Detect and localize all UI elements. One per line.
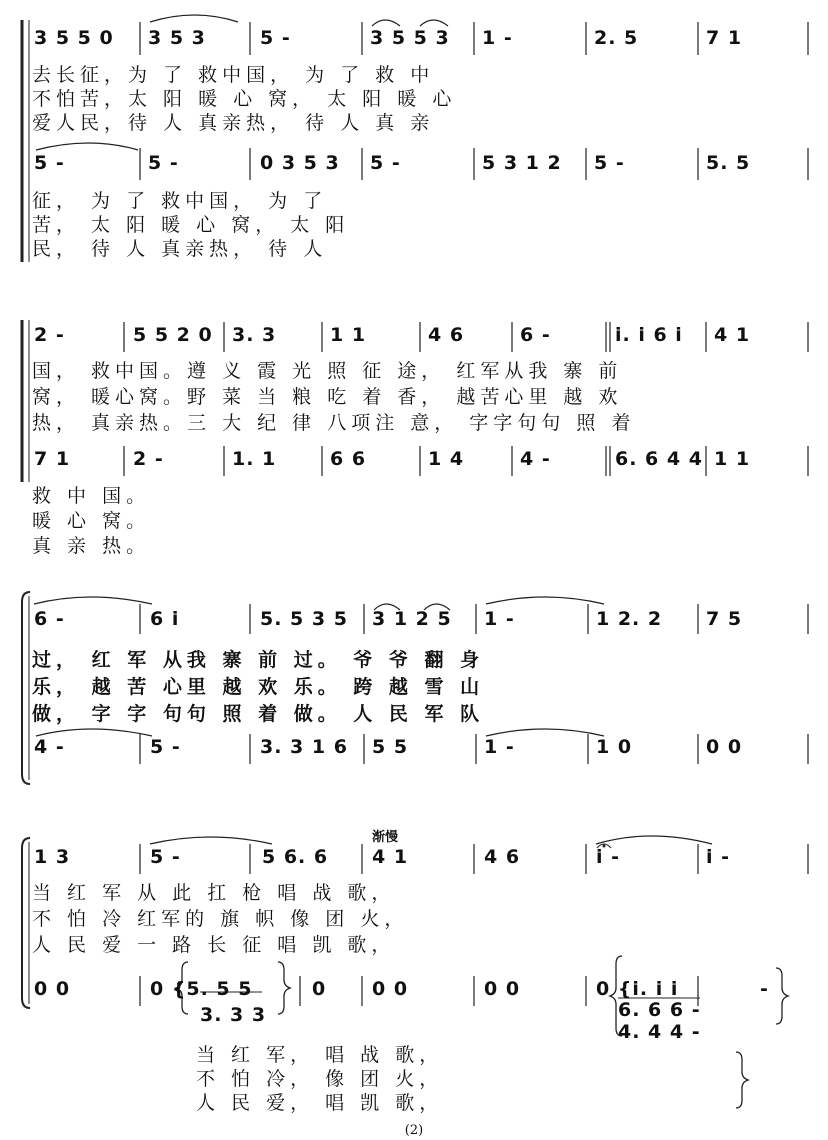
note-group: 3. 3 3 [200,1004,267,1026]
note-group: 5 - [150,846,181,868]
note-group: 1 2. 2 [596,608,663,630]
lyric-verse-1: 国， 救中国。遵 义 霞 光 照 征 途， 红军从我 寨 前 [32,360,623,382]
score-system-4 [0,820,828,1120]
score-system-2 [0,310,828,560]
lyric-verse-3: 人 民 爱 一 路 长 征 唱 凯 歌， [32,934,396,956]
melody-line-bottom [0,978,828,1000]
lyric-verse-1: 去长征，为 了 救中国， 为 了 救 中 [32,64,435,86]
note-group: 5 - [34,152,65,174]
note-group: 3 1 2 5 [372,608,452,630]
lyric-verse-2: 不 怕 冷 红军的 旗 帜 像 团 火， [32,908,409,930]
lyric-verse-3: 做， 字 字 句句 照 着 做。 人 民 军 队 [32,703,485,725]
note-group: 1 1 [330,324,367,346]
page-number: (2) [404,1123,424,1138]
melody-line-top [0,324,828,346]
note-group: 7 1 [34,448,71,470]
note-group: 0 [312,978,327,1000]
note-group: 4 - [520,448,551,470]
note-group: 1 1 [714,448,751,470]
note-group: 6 6 [330,448,367,470]
melody-line-top [0,608,828,630]
note-group: i - [596,846,621,868]
note-group: 1. 1 [232,448,277,470]
lower-lyric-verse-1: 救 中 国。 [32,485,151,507]
melody-line-bottom [0,448,828,470]
note-group: - [760,978,769,1000]
note-group: 0 {i. i i [596,978,679,1000]
note-group: 5 - [370,152,401,174]
note-group: 0 0 [34,978,71,1000]
note-group: 5 - [150,736,181,758]
note-group: 7 1 [706,27,743,49]
note-group: 1 - [484,608,515,630]
note-group: 1 3 [34,846,71,868]
note-group: 7 5 [706,608,743,630]
note-group: 2 - [34,324,65,346]
note-group: 4 6 [484,846,521,868]
note-group: 4 - [34,736,65,758]
note-group: 5 5 [372,736,409,758]
note-group: 5 6. 6 [262,846,329,868]
note-group: 3. 3 1 6 [260,736,348,758]
note-group: 0 0 [706,736,743,758]
note-group: 4 1 [372,846,409,868]
note-group: 5 5 2 0 [133,324,213,346]
note-group: 5. 5 [706,152,751,174]
note-group: 0 0 [372,978,409,1000]
note-group: 6 - [520,324,551,346]
lyric-verse-3: 爱人民，待 人 真亲热， 待 人 真 亲 [32,112,435,134]
lower-lyric-verse-1: 当 红 军， 唱 战 歌， [196,1044,444,1066]
lyric-verse-3: 热， 真亲热。三 大 纪 律 八项注 意， 字字句句 照 着 [32,412,636,434]
score-system-3 [0,588,828,788]
note-group: 0 0 [484,978,521,1000]
note-group: 5. 5 3 5 [260,608,348,630]
lyric-verse-2: 乐， 越 苦 心里 越 欢 乐。 跨 越 雪 山 [32,676,485,698]
lyric-verse-2: 不怕苦，太 阳 暖 心 窝， 太 阳 暖 心 [32,88,457,110]
note-group: 3 5 5 3 [370,27,450,49]
note-group: 5 3 1 2 [482,152,562,174]
lower-lyric-verse-2: 暖 心 窝。 [32,510,151,532]
lower-lyric-verse-3: 民， 待 人 真亲热， 待 人 [32,238,328,260]
note-group: 1 - [482,27,513,49]
note-group: 2. 5 [594,27,639,49]
note-group: i. i 6 i [615,324,683,346]
note-group: 4 6 [428,324,465,346]
note-group: 6 i [150,608,180,630]
lower-lyric-verse-3: 人 民 爱， 唱 凯 歌， [196,1092,444,1114]
note-group: 4 1 [714,324,751,346]
lower-lyric-verse-1: 征， 为 了 救中国， 为 了 [32,190,328,212]
lower-lyric-verse-2: 苦， 太 阳 暖 心 窝， 太 阳 [32,214,350,236]
note-group: 3 5 3 [148,27,206,49]
note-group: 3 5 5 0 [34,27,114,49]
note-group: i - [706,846,731,868]
lower-lyric-verse-2: 不 怕 冷， 像 团 火， [196,1068,444,1090]
melody-line-bottom [0,736,828,758]
score-system-1 [0,0,828,270]
lyric-verse-1: 过， 红 军 从我 寨 前 过。 爷 爷 翻 身 [32,649,485,671]
note-group: 6. 6 4 4 [615,448,703,470]
lyric-verse-2: 窝， 暖心窝。野 菜 当 粮 吃 着 香， 越苦心里 越 欢 [32,386,623,408]
note-group: 1 - [484,736,515,758]
melody-line-top [0,846,828,868]
note-group: 2 - [133,448,164,470]
note-group: 0 3 5 3 [260,152,340,174]
lyric-verse-1: 当 红 军 从 此 扛 枪 唱 战 歌， [32,882,396,904]
note-group: 3. 3 [232,324,277,346]
melody-line-bottom [0,152,828,174]
note-group: 0 {5. 5 5 [150,978,253,1000]
note-group: 5 - [148,152,179,174]
melody-line-top [0,27,828,49]
tempo-marking: 渐慢 [372,830,399,845]
note-group: 4. 4 4 - [618,1021,701,1043]
note-group: 6. 6 6 - [618,999,701,1021]
note-group: 5 - [260,27,291,49]
note-group: 1 0 [596,736,633,758]
note-group: 6 - [34,608,65,630]
note-group: 5 - [594,152,625,174]
note-group: 1 4 [428,448,465,470]
chord-lower-row [0,999,828,1043]
lower-lyric-verse-3: 真 亲 热。 [32,535,151,557]
